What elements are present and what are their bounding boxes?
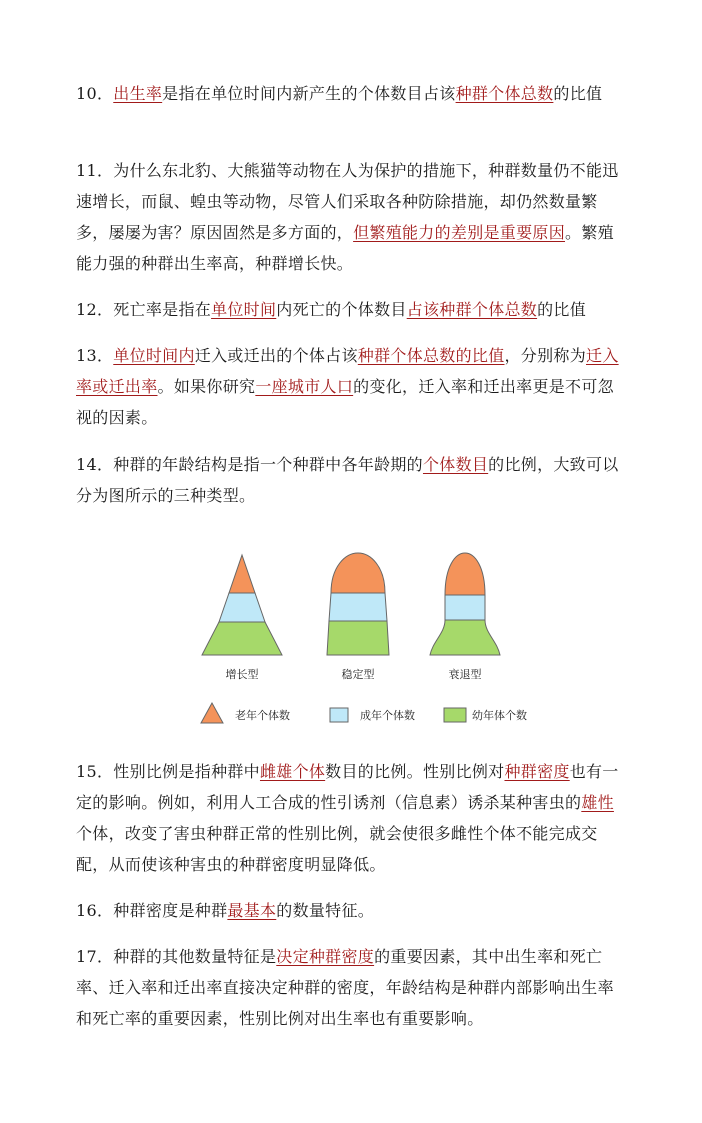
- term-determine-density: 决定种群密度: [276, 947, 375, 966]
- legend-young-swatch: [444, 708, 466, 722]
- legend-adult-label: 成年个体数: [360, 709, 415, 722]
- text: 。繁殖能力强的种群出生率高，种群增长快。: [76, 223, 614, 273]
- term-population-total: 种群个体总数: [455, 84, 554, 103]
- label-decline: 衰退型: [448, 668, 482, 681]
- text: 的重要因素，其中出生率和死亡率、迁入率和迁出率直接决定种群的密度，年龄结构是种群内部影响出生率和死亡率的重要因素，性别比例对出生率也有重要影响。: [76, 947, 614, 1028]
- text: 。如果你研究: [157, 377, 256, 396]
- paragraph-17: [76, 941, 628, 1034]
- text: 的变化，迁入率和迁出率更是不可忽视的因素。: [76, 377, 614, 427]
- term-birth-rate: 出生率: [113, 84, 163, 103]
- adult-layer: [445, 595, 485, 620]
- item-number: 17．: [76, 947, 114, 966]
- legend-adult-swatch: [330, 708, 348, 722]
- old-layer: [331, 553, 385, 593]
- term-unit-time: 单位时间: [211, 300, 277, 319]
- term-most-basic: 最基本: [227, 901, 277, 920]
- age-structure-figure: [190, 545, 550, 735]
- term-unit-time: 单位时间内: [113, 346, 195, 365]
- young-layer: [327, 621, 389, 655]
- term-ratio: 种群个体总数的比值: [357, 346, 505, 365]
- paragraph-11: [76, 155, 628, 279]
- text: 的比值: [537, 300, 586, 319]
- adult-layer: [329, 593, 387, 621]
- legend-old-label: 老年个体数: [235, 709, 290, 722]
- paragraph-14: [76, 449, 628, 511]
- young-layer: [202, 622, 282, 655]
- legend-old-swatch: [201, 703, 223, 723]
- text: 种群的年龄结构是指一个种群中各年龄期的: [113, 455, 423, 474]
- legend-young-label: 幼年体个数: [472, 709, 527, 722]
- text: 也有一定的影响。例如，利用人工合成的性引诱剂（信息素）诱杀某种害虫的: [76, 762, 619, 812]
- adult-layer: [219, 593, 265, 622]
- item-number: 14．: [76, 455, 114, 474]
- text: 个体，改变了害虫种群正常的性别比例，就会使很多雌性个体不能完成交配，从而使该种害虫的种群密度明显降低。: [76, 824, 598, 874]
- paragraph-16: [76, 895, 628, 926]
- item-number: 16．: [76, 901, 114, 920]
- text: 性别比例是指种群中: [113, 762, 260, 781]
- text: 种群密度是种群: [113, 901, 228, 920]
- item-number: 12．: [76, 300, 114, 319]
- old-layer: [445, 553, 485, 595]
- text: 为什么东北豹、大熊猫等动物在人为保护的措施下，种群数量仍不能迅速增长，而鼠、蝗虫等动物，尽管人们采取各种防除措施，却仍然数量繁多，屡屡为害？原因固然是多方面的，: [76, 161, 619, 242]
- label-growth: 增长型: [225, 668, 259, 681]
- term-individual-count: 个体数目: [422, 455, 489, 474]
- stable-type-bell: [327, 553, 389, 655]
- item-number: 15．: [76, 762, 114, 781]
- text: 种群的其他数量特征是: [113, 947, 277, 966]
- label-stable: 稳定型: [341, 668, 375, 681]
- text: 数目的比例。性别比例对: [325, 762, 505, 781]
- paragraph-10: [76, 78, 628, 109]
- term-population-density: 种群密度: [504, 762, 570, 781]
- paragraph-15: [76, 756, 628, 880]
- text: 的数量特征。: [276, 901, 375, 920]
- term-male-female: 雌雄个体: [259, 762, 326, 781]
- text: 是指在单位时间内新产生的个体数目占该: [162, 84, 456, 103]
- text: 迁入或迁出的个体占该: [194, 346, 358, 365]
- growth-type-pyramid: [202, 555, 282, 655]
- term-city-population: 一座城市人口: [255, 377, 354, 396]
- term-male: 雄性: [581, 793, 614, 812]
- term-population-total: 占该种群个体总数: [406, 300, 538, 319]
- decline-type-urn: [430, 553, 500, 655]
- item-number: 11．: [76, 161, 114, 180]
- item-number: 10．: [76, 84, 114, 103]
- young-layer: [430, 620, 500, 655]
- term-reproduction-difference: 但繁殖能力的差别是重要原因: [353, 223, 566, 242]
- text: ，分别称为: [504, 346, 587, 365]
- item-number: 13．: [76, 346, 114, 365]
- paragraph-12: [76, 294, 628, 325]
- paragraph-13: [76, 340, 628, 433]
- text: 的比例，大致可以分为图所示的三种类型。: [76, 455, 619, 505]
- old-layer: [229, 555, 255, 593]
- text: 的比值: [553, 84, 603, 103]
- text: 内死亡的个体数目: [276, 300, 407, 319]
- text: 死亡率是指在: [113, 300, 212, 319]
- term-migration-rate: 迁入率或迁出率: [76, 346, 619, 396]
